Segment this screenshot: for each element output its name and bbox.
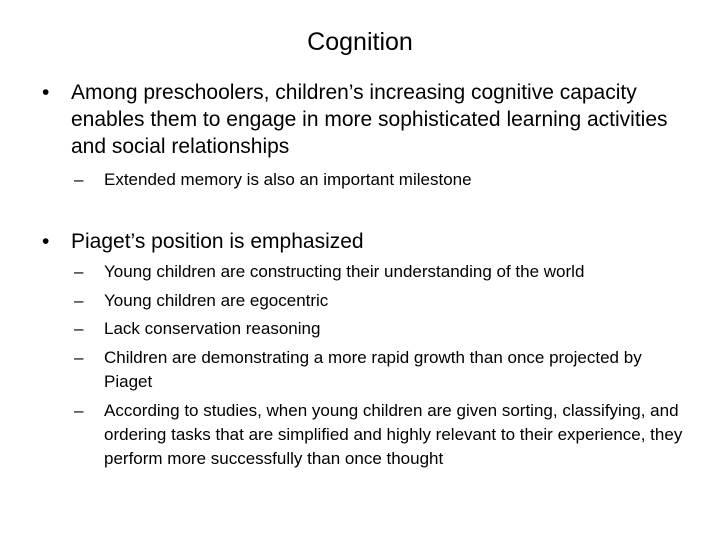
sub-item-text: Extended memory is also an important milestone (104, 170, 472, 189)
bullet-text: Piaget’s position is emphasized (71, 230, 364, 253)
sub-item-text: According to studies, when young children are given sorting, classifying, and ordering tasks that are simplified and highly relevant to their experience, they perform more successfully than once thought (104, 401, 683, 468)
sub-item-text: Lack conservation reasoning (104, 319, 321, 338)
sub-item (74, 317, 684, 341)
sub-item (74, 289, 684, 313)
bullet-item (42, 228, 682, 255)
sub-item (74, 346, 684, 394)
bullet-item (42, 79, 682, 160)
dash-icon: – (74, 262, 84, 281)
dash-icon: – (74, 401, 84, 420)
dash-icon: – (74, 291, 84, 310)
sub-item-text: Young children are egocentric (104, 291, 329, 310)
dash-icon: – (74, 170, 84, 189)
dash-icon: – (74, 348, 84, 367)
sub-item-text: Young children are constructing their understanding of the world (104, 262, 585, 281)
sub-item (74, 168, 684, 192)
bullet-icon: • (42, 230, 50, 253)
bullet-icon: • (42, 81, 50, 104)
bullet-text: Among preschoolers, children’s increasing cognitive capacity enables them to engage in more sophisticated learning activities and social relationships (71, 81, 668, 158)
sub-item-text: Children are demonstrating a more rapid growth than once projected by Piaget (104, 348, 642, 391)
slide-title: Cognition (307, 28, 413, 56)
sub-item (74, 399, 684, 471)
dash-icon: – (74, 319, 84, 338)
sub-item (74, 260, 684, 284)
